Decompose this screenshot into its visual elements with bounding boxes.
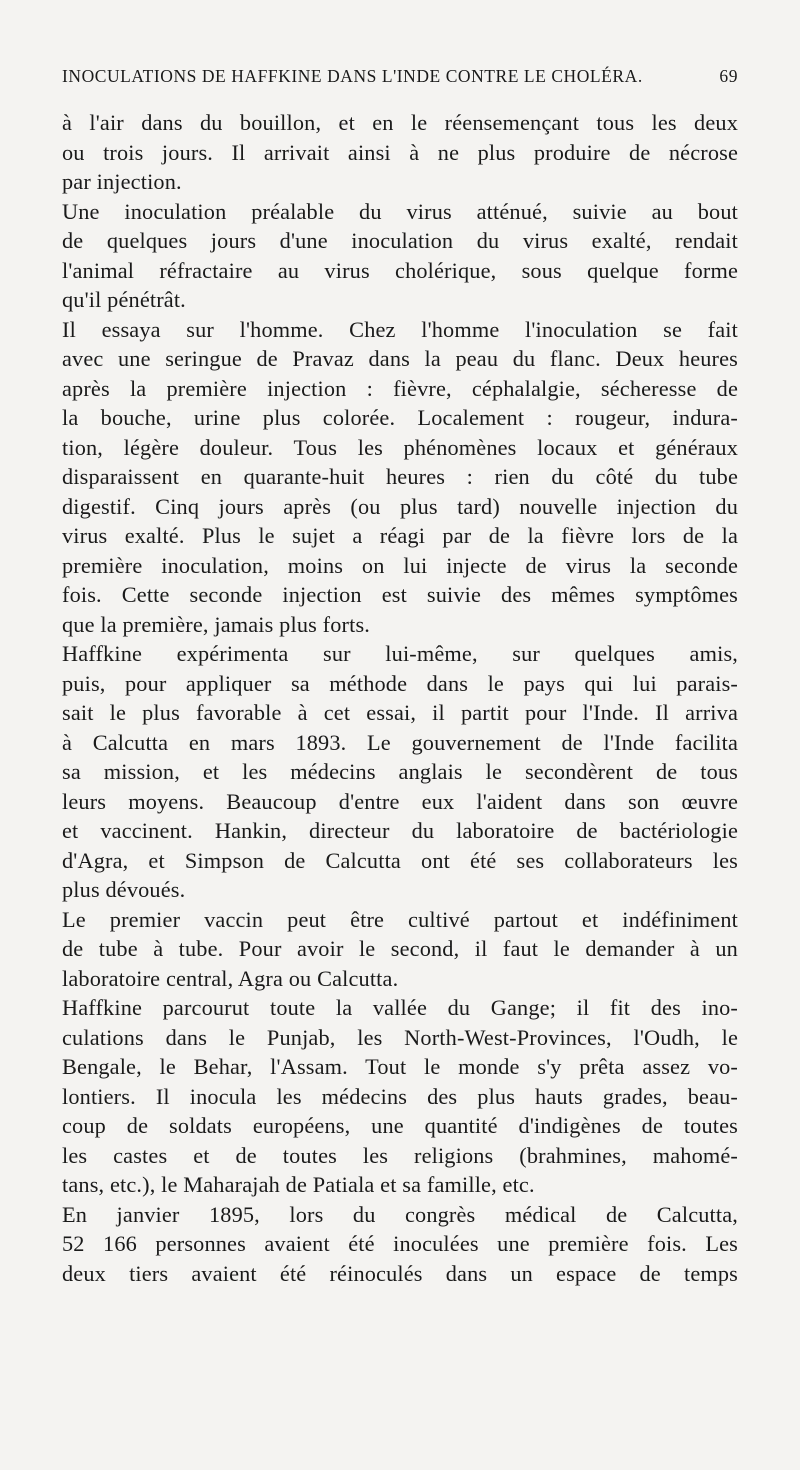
text-line: puis, pour appliquer sa méthode dans le pays qui lui parais- xyxy=(62,670,738,696)
text-line: fois. Cette seconde injection est suivie des mêmes symptômes xyxy=(62,582,738,607)
text-line: Haffkine expérimenta sur lui-même, sur quelques amis, xyxy=(62,641,738,666)
page-number: 69 xyxy=(719,66,738,86)
text-line: En janvier 1895, lors du congrès médical de Calcutta, xyxy=(62,1201,738,1227)
running-head-title: INOCULATIONS DE HAFFKINE DANS L'INDE CONTRE LE CHOLÉRA. xyxy=(62,66,643,86)
text-line: Bengale, le Behar, l'Assam. Tout le monde s'y prêta assez vo- xyxy=(62,1054,738,1079)
text-line: virus exalté. Plus le sujet a réagi par de la fièvre lors de la xyxy=(62,523,738,548)
text-line: de quelques jours d'une inoculation du virus exalté, rendait xyxy=(62,228,738,253)
running-head xyxy=(62,66,738,92)
text-line: tion, légère douleur. Tous les phénomènes locaux et généraux xyxy=(62,434,738,460)
text-line: tans, etc.), le Maharajah de Patiala et sa famille, etc. xyxy=(62,1172,535,1197)
text-line: qu'il pénétrât. xyxy=(62,287,186,312)
text-line: la bouche, urine plus colorée. Localement : rougeur, indura- xyxy=(62,405,738,430)
text-line: par injection. xyxy=(62,169,182,194)
text-line: deux tiers avaient été réinoculés dans un espace de temps xyxy=(62,1260,738,1286)
text-line: disparaissent en quarante-huit heures : rien du côté du tube xyxy=(62,464,738,489)
text-line: laboratoire central, Agra ou Calcutta. xyxy=(62,965,399,991)
text-line: Haffkine parcourut toute la vallée du Gange; il fit des ino- xyxy=(62,995,738,1020)
text-line: sa mission, et les médecins anglais le secondèrent de tous xyxy=(62,759,738,784)
text-line: que la première, jamais plus forts. xyxy=(62,611,371,637)
text-line: lontiers. Il inocula les médecins des plus hauts grades, beau- xyxy=(62,1083,738,1109)
text-line: leurs moyens. Beaucoup d'entre eux l'aident dans son œuvre xyxy=(62,788,738,814)
text-line: culations dans le Punjab, les North-West-Provinces, l'Oudh, le xyxy=(62,1024,738,1050)
text-line: Il essaya sur l'homme. Chez l'homme l'inoculation se fait xyxy=(62,316,738,342)
text-line: sait le plus favorable à cet essai, il partit pour l'Inde. Il arriva xyxy=(62,700,738,725)
text-line: Le premier vaccin peut être cultivé partout et indéfiniment xyxy=(62,906,738,932)
text-line: coup de soldats européens, une quantité d'indigènes de toutes xyxy=(62,1113,738,1138)
text-line: l'animal réfractaire au virus cholérique, sous quelque forme xyxy=(62,257,738,283)
text-line: avec une seringue de Pravaz dans la peau du flanc. Deux heures xyxy=(62,346,738,371)
text-line: 52 166 personnes avaient été inoculées une première fois. Les xyxy=(62,1231,738,1256)
text-line: les castes et de toutes les religions (brahmines, mahomé- xyxy=(62,1142,738,1168)
text-line: à l'air dans du bouillon, et en le réensemençant tous les deux xyxy=(62,110,738,135)
text-line: après la première injection : fièvre, céphalalgie, sécheresse de xyxy=(62,375,738,401)
text-line: plus dévoués. xyxy=(62,877,186,902)
text-line: ou trois jours. Il arrivait ainsi à ne plus produire de nécrose xyxy=(62,139,738,165)
text-line: première inoculation, moins on lui injecte de virus la seconde xyxy=(62,552,738,578)
text-line: digestif. Cinq jours après (ou plus tard) nouvelle injection du xyxy=(62,493,738,519)
body-text xyxy=(62,108,738,1288)
text-line: à Calcutta en mars 1893. Le gouvernement de l'Inde facilita xyxy=(62,729,738,755)
text-line: Une inoculation préalable du virus atténué, suivie au bout xyxy=(62,198,738,224)
text-line: et vaccinent. Hankin, directeur du laboratoire de bactériologie xyxy=(62,818,738,843)
text-line: d'Agra, et Simpson de Calcutta ont été ses collaborateurs les xyxy=(62,847,738,873)
text-line: de tube à tube. Pour avoir le second, il faut le demander à un xyxy=(62,936,738,961)
